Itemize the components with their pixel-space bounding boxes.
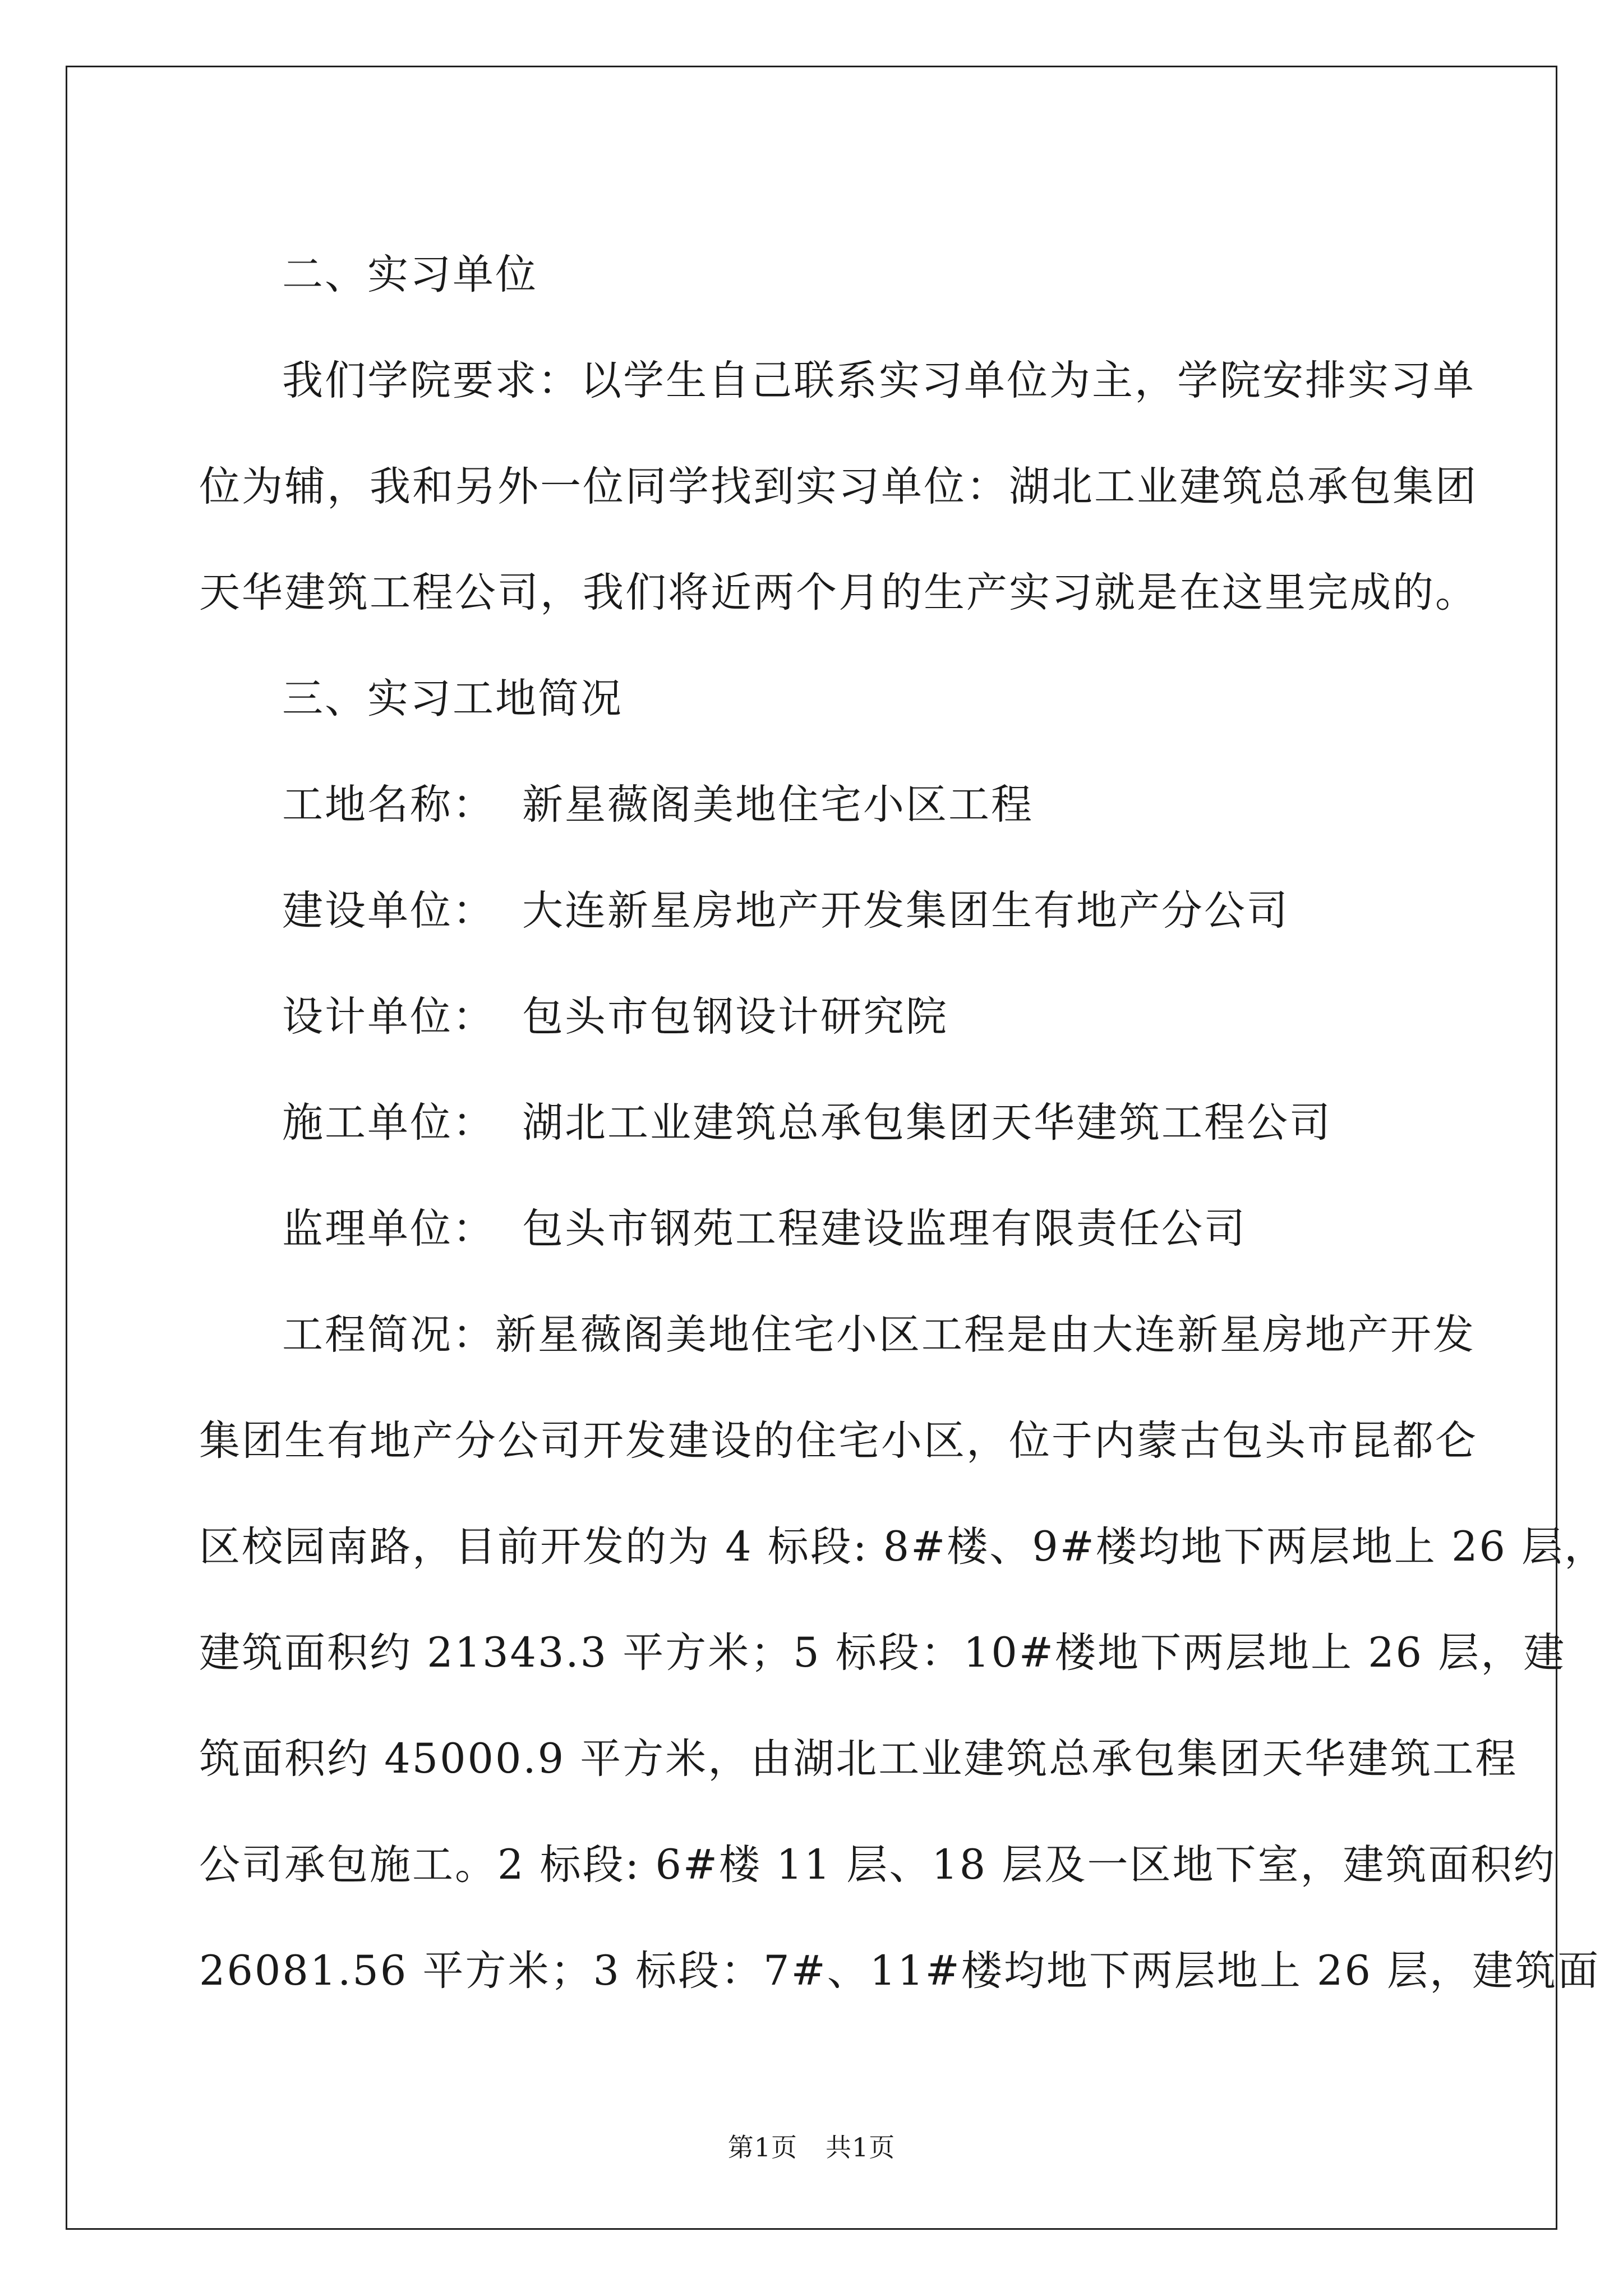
field-value: 包头市包钢设计研究院 (522, 993, 948, 1041)
paragraph-line: 我们学院要求：以学生自己联系实习单位为主，学院安排实习单 (282, 357, 1476, 404)
paragraph-line: 26081.56 平方米；3 标段：7#、11#楼均地下两层地上 26 层，建筑面 (199, 1947, 1601, 1995)
section-heading-site-overview: 三、实习工地简况 (282, 675, 623, 723)
field-value: 大连新星房地产开发集团生有地产分公司 (522, 887, 1289, 935)
paragraph-line: 天华建筑工程公司，我们将近两个月的生产实习就是在这里完成的。 (199, 569, 1478, 616)
field-row-contractor (199, 1070, 1433, 1176)
paragraph-line: 位为辅，我和另外一位同学找到实习单位：湖北工业建筑总承包集团 (199, 463, 1478, 510)
field-value: 湖北工业建筑总承包集团天华建筑工程公司 (522, 1099, 1332, 1147)
field-label: 建设单位： (282, 887, 495, 935)
page-footer (0, 2127, 1623, 2164)
paragraph-line: 建筑面积约 21343.3 平方米；5 标段：10#楼地下两层地上 26 层，建 (199, 1629, 1566, 1677)
field-row-designer (199, 964, 1433, 1070)
field-row-site-name (199, 752, 1433, 858)
page-number-current: 第1页 (727, 2132, 797, 2162)
page-number-total: 共1页 (826, 2132, 896, 2162)
field-label: 监理单位： (282, 1205, 495, 1253)
field-row-developer (199, 858, 1433, 964)
paragraph-line: 集团生有地产分公司开发建设的住宅小区，位于内蒙古包头市昆都仑 (199, 1417, 1478, 1465)
section-heading-internship-unit: 二、实习单位 (282, 251, 538, 298)
paragraph-line: 筑面积约 45000.9 平方米，由湖北工业建筑总承包集团天华建筑工程 (199, 1735, 1518, 1783)
field-value: 包头市钢苑工程建设监理有限责任公司 (522, 1205, 1247, 1253)
paragraph-line: 公司承包施工。2 标段: 6#楼 11 层、18 层及一区地下室，建筑面积约 (199, 1841, 1556, 1889)
document-body (199, 222, 1607, 2024)
field-label: 设计单位： (282, 993, 495, 1041)
paragraph-line: 区校园南路，目前开发的为 4 标段: 8#楼、9#楼均地下两层地上 26 层， (199, 1523, 1607, 1571)
field-label: 施工单位： (282, 1099, 495, 1147)
field-label: 工地名称： (282, 781, 495, 829)
field-value: 新星薇阁美地住宅小区工程 (522, 781, 1034, 829)
field-row-supervisor (199, 1176, 1433, 1282)
paragraph-line: 工程简况：新星薇阁美地住宅小区工程是由大连新星房地产开发 (282, 1311, 1476, 1359)
